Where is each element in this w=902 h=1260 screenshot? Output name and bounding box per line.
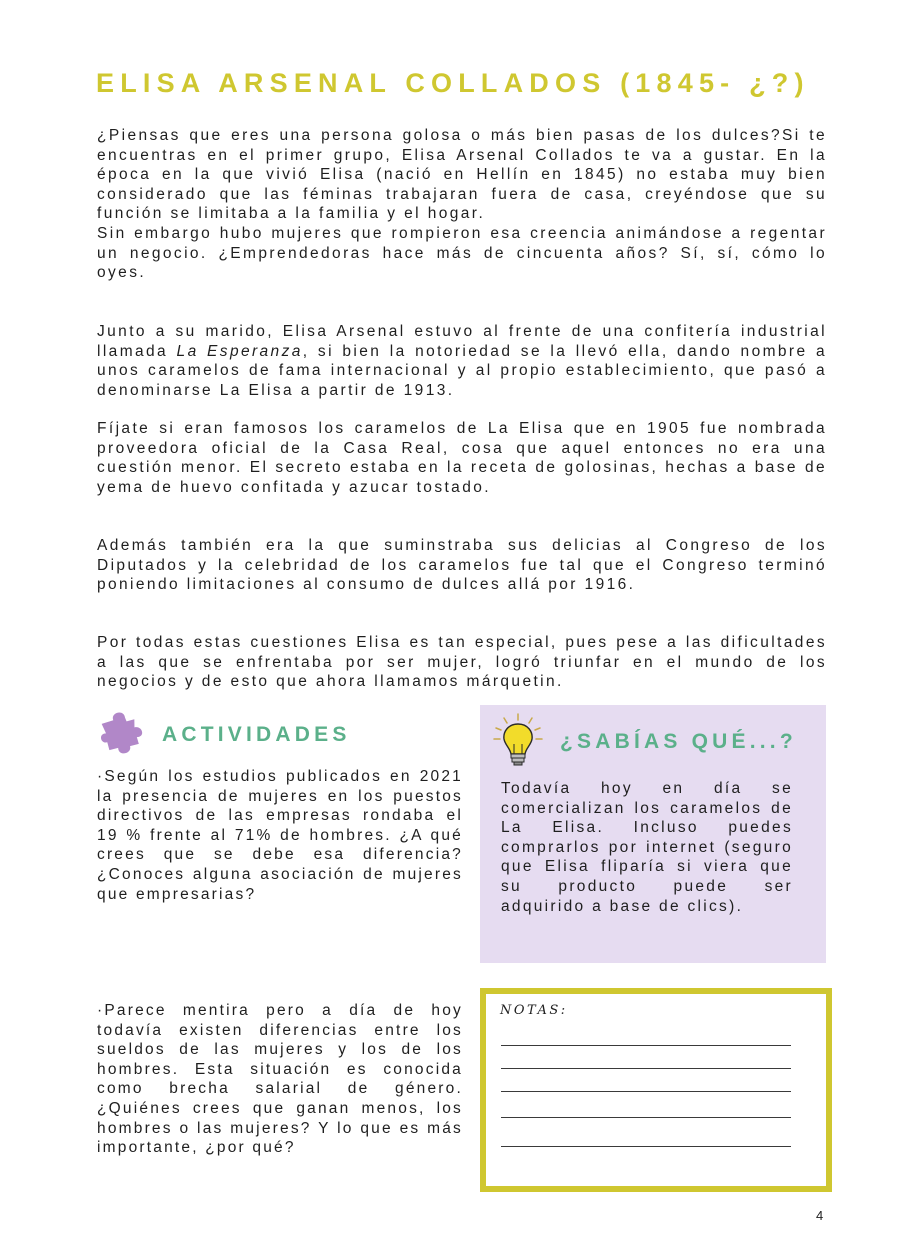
note-line <box>501 1117 791 1118</box>
paragraph-conclusion: Por todas estas cuestiones Elisa es tan especial, pues pese a las dificultades a las que se enfrentaba por ser mujer, logró triunfar en el mundo de los negocios y de esto que ahora llamamos márquetin. <box>97 634 827 691</box>
actividad-item-2: ·Parece mentira pero a día de hoy todavía existen diferencias entre los sueldos de las mujeres y los de los hombres. Esta situación es conocida como brecha salarial de género. ¿Quiénes crees que ganan menos, los hombres o las mujeres? Y lo que es más importante, ¿por qué? <box>97 1002 463 1157</box>
lightbulb-icon <box>492 712 544 770</box>
note-line <box>501 1068 791 1069</box>
sabias-que-heading: ¿SABÍAS QUÉ...? <box>560 730 797 753</box>
page-title: ELISA ARSENAL COLLADOS (1845- ¿?) <box>96 68 810 98</box>
puzzle-piece-icon <box>97 706 149 758</box>
notas-box <box>480 988 832 1192</box>
actividades-heading: ACTIVIDADES <box>162 723 351 746</box>
paragraph-intro-a: ¿Piensas que eres una persona golosa o más bien pasas de los dulces?Si te encuentras en el primer grupo, Elisa Arsenal Collados te va a gustar. En la época en la que vivió Elisa (nació en Hellín en 1845) no estaba muy bien considerado que las féminas trabajaran fuera de casa, creyéndose que su función se limitaba a la familia y el hogar. <box>97 127 827 223</box>
note-line <box>501 1045 791 1046</box>
page-number: 4 <box>816 1208 824 1223</box>
confiteria-name: La Esperanza <box>176 342 303 360</box>
paragraph-confiteria-b: , si bien la notoriedad se la llevó ella, dando nombre a unos caramelos de fama internacional y al propio establecimiento, que pasó a denominarse La Elisa a partir de 1913. <box>97 342 827 399</box>
paragraph-casa-real: Fíjate si eran famosos los caramelos de La Elisa que en 1905 fue nombrada proveedora oficial de la Casa Real, cosa que aquel entonces no era una cuestión menor. El secreto estaba en la receta de golosinas, hechas a base de yema de huevo confitada y azucar tostado. <box>97 420 827 496</box>
paragraph-congreso: Además también era la que suminstraba sus delicias al Congreso de los Diputados y la celebridad de los caramelos fue tal que el Congreso terminó poniendo limitaciones al consumo de dulces allá por 1916. <box>97 537 827 594</box>
note-line <box>501 1091 791 1092</box>
sabias-que-text: Todavía hoy en día se comercializan los caramelos de La Elisa. Incluso puedes comprarlos por internet (seguro que Elisa fliparía si viera que su producto puede ser adquirido a base de clics). <box>501 780 793 915</box>
note-line <box>501 1146 791 1147</box>
actividad-item-1: ·Según los estudios publicados en 2021 la presencia de mujeres en los puestos directivos de las empresas rondaba el 19 % frente al 71% de hombres. ¿A qué crees que se debe esa diferencia? ¿Conoces alguna asociación de mujeres que empresarias? <box>97 768 463 903</box>
paragraph-confiteria-a: Junto a su marido, Elisa Arsenal estuvo al frente de una confitería industrial llamada <box>97 323 827 360</box>
paragraph-intro-b: Sin embargo hubo mujeres que rompieron esa creencia animándose a regentar un negocio. ¿Emprendedoras hace más de cincuenta años? Sí, sí, cómo lo oyes. <box>97 224 827 282</box>
paragraph-confiteria <box>97 322 827 400</box>
paragraph-intro <box>97 126 827 283</box>
notas-label: NOTAS: <box>500 1003 568 1018</box>
